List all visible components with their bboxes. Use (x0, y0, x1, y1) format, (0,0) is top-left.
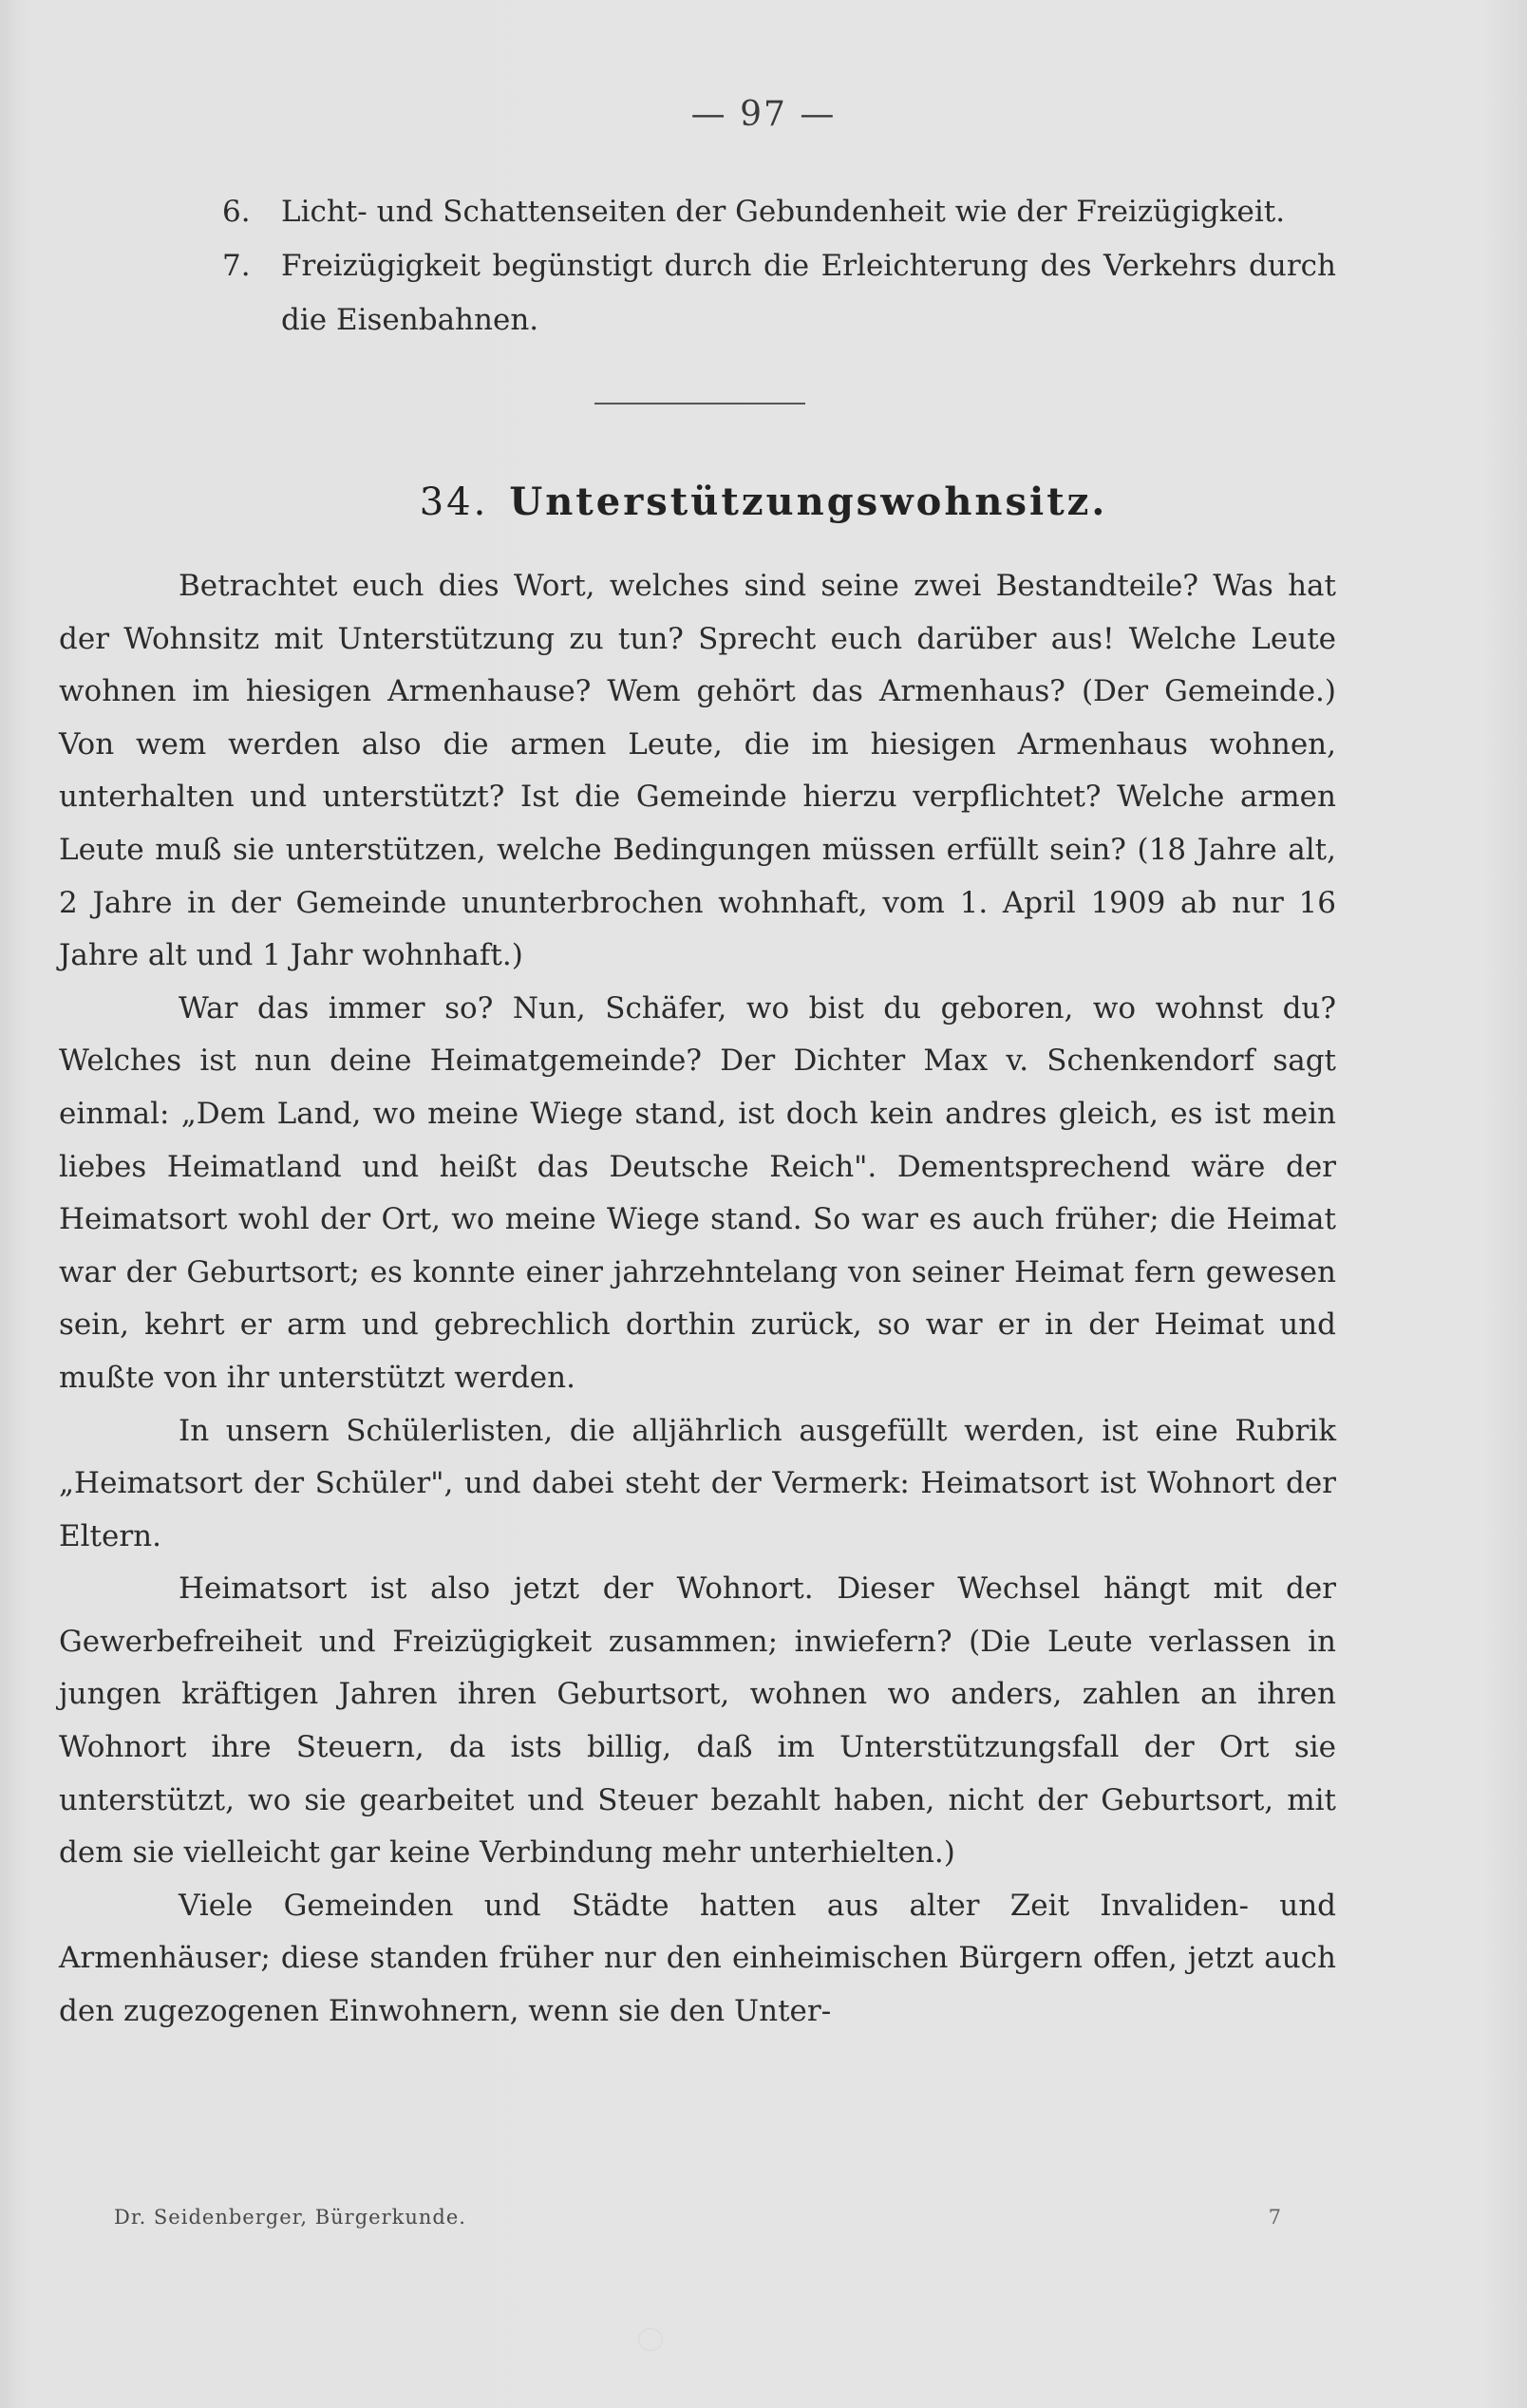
list-item-text: Freizügigkeit begünstigt durch die Erleichterung des Verkehrs durch die Eisenbahnen. (281, 249, 1336, 337)
section-divider (594, 403, 805, 404)
bleed-through-mark (638, 2328, 663, 2351)
paragraph: Betrachtet euch dies Wort, welches sind seine zwei Bestandteile? Was hat der Wohnsitz mit Unterstützung zu tun? Sprecht euch darüber aus! Welche Leute wohnen im hiesigen Armenhause? Wem gehört das Armenhaus? (Der Gemeinde.) Von wem werden also die armen Leute, die im hiesigen Armenhaus wohnen, unterhalten und unterstützt? Ist die Gemeinde hierzu verpflichtet? Welche armen Leute muß sie unterstützen, welche Bedingungen müssen erfüllt sein? (18 Jahre alt, 2 Jahre in der Gemeinde ununterbrochen wohnhaft, vom 1. April 1909 ab nur 16 Jahre alt und 1 Jahr wohnhaft.) (59, 569, 1336, 973)
section-title: Unterstützungswohnsitz. (509, 480, 1108, 524)
list-item (59, 239, 1336, 348)
signature-mark: 7 (1268, 2206, 1282, 2229)
page-footer (114, 2206, 1282, 2229)
list-item-text: Licht- und Schattenseiten der Gebundenheit wie der Freizügigkeit. (281, 195, 1286, 229)
list-item-number: 6. (222, 195, 251, 229)
paragraph: War das immer so? Nun, Schäfer, wo bist du geboren, wo wohnst du? Welches ist nun deine Heimatgemeinde? Der Dichter Max v. Schenkendorf sagt einmal: „Dem Land, wo meine Wiege stand, ist doch kein andres gleich, es ist mein liebes Heimatland und heißt das Deutsche Reich". Dementsprechend wäre der Heimatsort wohl der Ort, wo meine Wiege stand. So war es auch früher; die Heimat war der Geburtsort; es konnte einer jahrzehntelang von seiner Heimat fern gewesen sein, kehrt er arm und gebrechlich dorthin zurück, so war er in der Heimat und mußte von ihr unterstützt werden. (59, 990, 1336, 1395)
list-item-number: 7. (222, 249, 251, 283)
paragraph: In unsern Schülerlisten, die alljährlich ausgefüllt werden, ist eine Rubrik „Heimatsort der Schüler", und dabei steht der Vermerk: Heimatsort ist Wohnort der Eltern. (59, 1413, 1336, 1553)
section-heading (0, 480, 1527, 524)
section-number: 34. (419, 480, 489, 524)
section-body (59, 560, 1336, 2039)
page-number: — 97 — (690, 95, 837, 134)
paragraph: Heimatsort ist also jetzt der Wohnort. Dieser Wechsel hängt mit der Gewerbefreiheit und Freizügigkeit zusammen; inwiefern? (Die Leute verlassen in jungen kräftigen Jahren ihren Geburtsort, wohnen wo anders, zahlen an ihren Wohnort ihre Steuern, da ists billig, daß im Unterstützungsfall der Ort sie unterstützt, wo sie gearbeitet und Steuer bezahlt haben, nicht der Geburtsort, mit dem sie vielleicht gar keine Verbindung mehr unterhielten.) (59, 1571, 1336, 1871)
topic-list (59, 185, 1336, 348)
list-item (59, 185, 1336, 239)
paragraph: Viele Gemeinden und Städte hatten aus alter Zeit Invaliden- und Armenhäuser; diese standen früher nur den einheimischen Bürgern offen, jetzt auch den zugezogenen Einwohnern, wenn sie den Unter- (59, 1888, 1336, 2029)
footer-author: Dr. Seidenberger, Bürgerkunde. (114, 2206, 466, 2229)
